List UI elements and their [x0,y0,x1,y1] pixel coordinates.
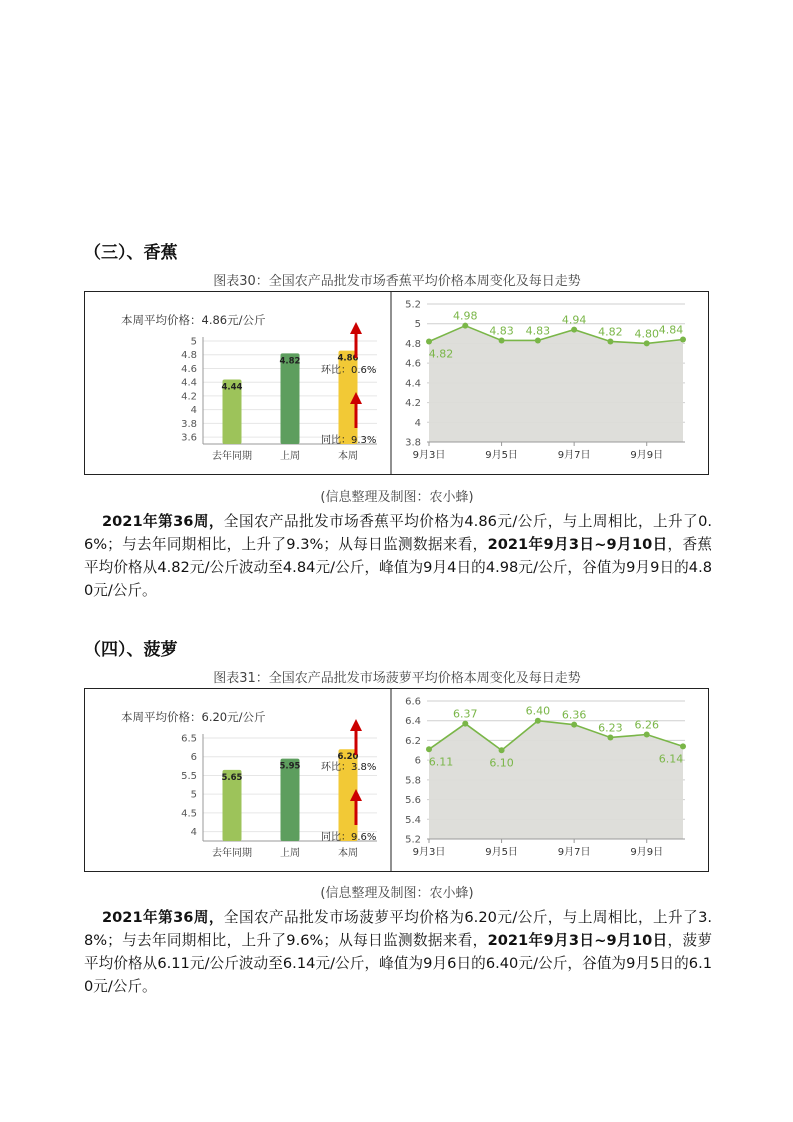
y-tick-label: 4.5 [181,808,197,820]
y-tick-label: 4 [190,405,197,417]
y-tick-label: 4.8 [181,350,197,362]
x-tick-label: 9月3日 [412,847,446,858]
data-point [535,718,541,724]
x-tick-label: 上周 [280,848,300,859]
data-point [426,746,432,752]
para-body-end: ，菠萝平均价格从6.11元/公斤波动至6.14元/公斤，峰值为9月6日的6.40元/公斤，谷值为9月5日的6.10元/公斤。 [84,932,712,995]
data-point [499,337,505,343]
x-tick-label: 9月7日 [557,847,591,858]
y-tick-label: 5.8 [405,775,421,787]
bar-value-label: 5.95 [279,761,301,772]
y-tick-label: 5.5 [181,770,197,782]
y-tick-label: 5.2 [405,834,421,846]
bar-value-label: 4.44 [221,382,243,393]
para-lead: 2021年第36周， [102,909,224,926]
y-tick-label: 5.6 [405,795,421,807]
change-indicator-label: 同比：9.3% [321,435,377,446]
data-point [607,734,613,740]
data-point [644,340,650,346]
figure-source: (信息整理及制图：农小蜂) [320,886,474,901]
data-label: 4.82 [428,347,454,361]
data-point [462,323,468,329]
y-tick-label: 6 [190,752,197,764]
figure-source: (信息整理及制图：农小蜂) [320,490,474,505]
data-label: 4.83 [489,324,514,338]
para-lead: 2021年第36周， [102,513,224,530]
data-label: 6.26 [634,718,659,732]
y-tick-label: 3.8 [181,418,197,430]
y-tick-label: 6.2 [405,735,421,747]
para-body: 全国农产品批发市场香蕉平均价格为4.86元/公斤，与上周相比，上升了0.6%；与去年同期相比，上升了9.3%；从每日监测数据来看， [84,513,712,553]
x-tick-label: 上周 [280,451,300,462]
bar-value-label: 5.65 [221,772,243,783]
y-tick-label: 6.6 [405,696,421,708]
x-tick-label: 去年同期 [212,848,252,859]
figure-caption: 图表30：全国农产品批发市场香蕉平均价格本周变化及每日走势 [213,274,581,289]
data-label: 4.82 [598,325,623,339]
y-tick-label: 4.4 [181,377,197,389]
y-tick-label: 6.5 [181,733,197,745]
analysis-paragraph [84,906,712,998]
y-tick-label: 5 [190,789,197,801]
x-tick-label: 9月9日 [630,450,664,461]
x-tick-label: 本周 [338,451,358,462]
y-tick-label: 3.8 [405,437,421,449]
price-figure [84,688,709,872]
x-tick-label: 去年同期 [212,451,252,462]
y-tick-label: 3.6 [181,432,197,444]
bar-chart-title: 本周平均价格：4.86元/公斤 [121,313,266,327]
para-body: 全国农产品批发市场菠萝平均价格为6.20元/公斤，与上周相比，上升了3.8%；与去年同期相比，上升了9.6%；从每日监测数据来看， [84,909,712,949]
section-title: （三）、香蕉 [84,243,178,263]
y-tick-label: 5.2 [405,299,421,311]
price-figure [84,291,709,475]
data-label: 4.84 [658,323,684,337]
y-tick-label: 6 [414,755,421,767]
x-tick-label: 本周 [338,848,358,859]
change-indicator-label: 环比：3.8% [321,762,377,773]
y-tick-label: 4.8 [405,338,421,350]
data-label: 6.37 [453,707,478,721]
data-point [571,722,577,728]
section-title: （四）、菠萝 [84,640,178,660]
change-indicator-label: 同比：9.6% [321,832,377,843]
y-tick-label: 4 [414,417,421,429]
para-date-range: 2021年9月3日~9月10日 [487,536,668,553]
y-tick-label: 4.2 [405,398,421,410]
analysis-paragraph [84,510,712,602]
bar-value-label: 6.20 [337,752,359,763]
data-point [644,732,650,738]
y-tick-label: 5.4 [405,814,421,826]
up-arrow-head-icon [350,719,362,731]
x-tick-label: 9月9日 [630,847,664,858]
y-tick-label: 4.6 [181,363,197,375]
data-label: 4.98 [453,309,478,323]
data-point [535,337,541,343]
data-label: 6.10 [489,756,514,770]
figure-caption: 图表31：全国农产品批发市场菠萝平均价格本周变化及每日走势 [213,671,581,686]
para-date-range: 2021年9月3日~9月10日 [487,932,668,949]
x-tick-label: 9月5日 [485,847,518,858]
y-tick-label: 4.6 [405,358,421,370]
up-arrow-head-icon [350,322,362,334]
bar-value-label: 4.86 [337,353,359,364]
y-tick-label: 4.2 [181,391,197,403]
price-chart [85,689,710,871]
data-point [607,338,613,344]
y-tick-label: 5 [190,336,197,348]
data-label: 6.11 [428,755,454,769]
data-label: 4.94 [561,313,587,327]
data-label: 4.80 [634,327,659,341]
x-tick-label: 9月5日 [485,450,518,461]
bar-chart-title: 本周平均价格：6.20元/公斤 [121,710,266,724]
y-tick-label: 4 [190,827,197,839]
series-area [429,718,683,839]
data-label: 6.23 [598,721,623,735]
data-point [680,336,686,342]
para-body-end: ，香蕉平均价格从4.82元/公斤波动至4.84元/公斤，峰值为9月4日的4.98元/公斤，谷值为9月9日的4.80元/公斤。 [84,536,712,599]
change-indicator-label: 环比：0.6% [321,365,377,376]
data-point [571,327,577,333]
price-chart [85,292,710,474]
data-point [680,743,686,749]
data-label: 4.83 [525,324,551,338]
bar-value-label: 4.82 [279,356,301,367]
data-point [426,338,432,344]
data-label: 6.40 [525,704,551,718]
y-tick-label: 6.4 [405,716,421,728]
data-point [462,721,468,727]
data-label: 6.36 [561,708,587,722]
data-point [499,747,505,753]
data-label: 6.14 [658,752,684,766]
y-tick-label: 4.4 [405,378,421,390]
y-tick-label: 5 [414,319,421,331]
bar [281,353,300,444]
x-tick-label: 9月3日 [412,450,446,461]
x-tick-label: 9月7日 [557,450,591,461]
